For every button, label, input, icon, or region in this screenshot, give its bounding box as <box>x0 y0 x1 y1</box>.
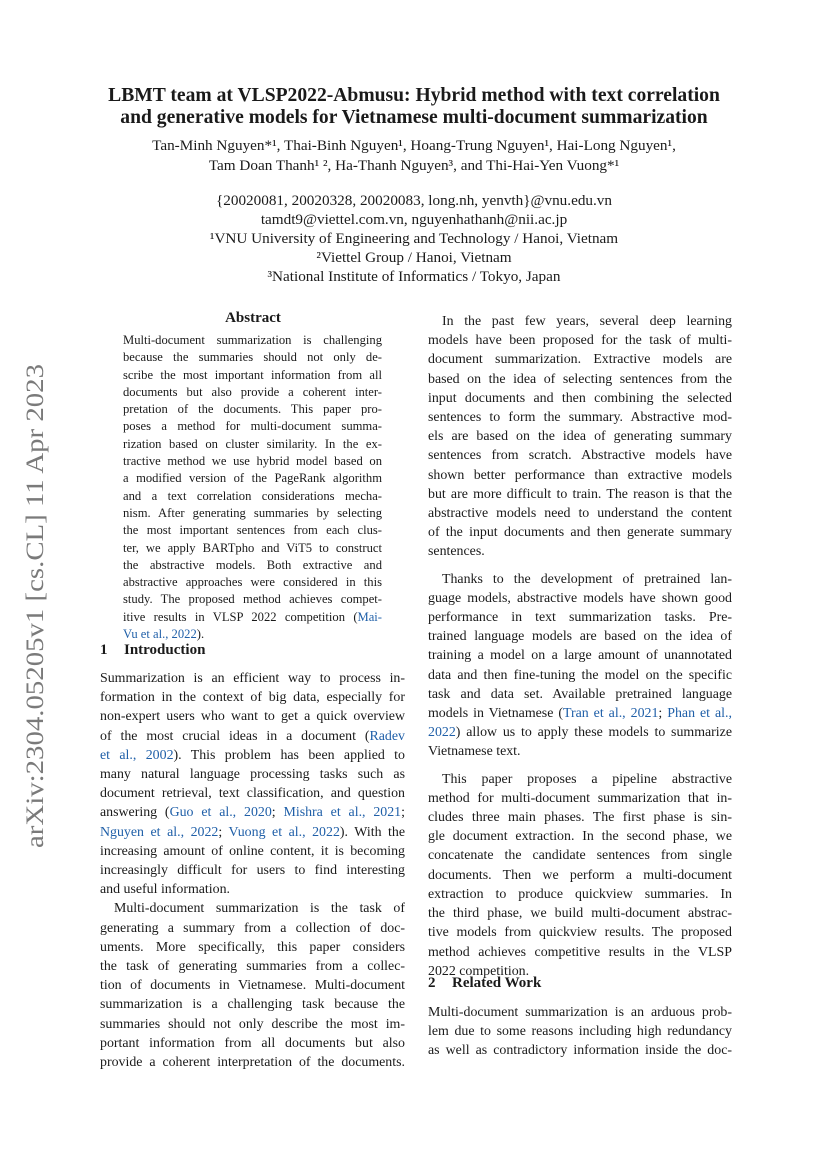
text-line: generating a summary from a collection of doc- <box>100 920 405 936</box>
section-heading-introduction <box>100 642 205 659</box>
text-line: sentences to form the summary. Abstractive mod- <box>428 410 732 426</box>
arxiv-stamp <box>19 362 49 850</box>
text-line: the abstractive models. Both extractive and <box>123 557 382 572</box>
text-line: uments. More specifically, this paper considers <box>100 939 405 955</box>
text-line: extraction to produce quickview summaries. In <box>428 886 732 902</box>
text-line: poses a method for multi-document summa- <box>123 419 382 434</box>
citation-link[interactable]: Vuong et al., 2022 <box>228 824 340 840</box>
text-line: sentences from scratch. Abstractive models have <box>428 448 732 464</box>
text-line: trained language models are based on the idea of <box>428 629 732 645</box>
text-line: document summarization. Extractive models are <box>428 352 732 368</box>
text-line: els are based on the idea of generating summary <box>428 429 732 445</box>
text-line: the most important sentences from each clus- <box>123 523 382 538</box>
text-line: et al., 2002). This problem has been applied to <box>100 747 405 763</box>
text-line: shown better performance than extractive models <box>428 467 732 483</box>
text-line: ter, we apply BARTpho and ViT5 to construct <box>123 540 382 555</box>
title-line-2: and generative models for Vietnamese multi-document summarization <box>120 107 708 128</box>
text-line: of the input documents and then generate summary <box>428 525 732 541</box>
text-line: scribe the most important information from all <box>123 367 382 382</box>
text-line: and a text correlation considerations mecha- <box>123 488 382 503</box>
citation-link[interactable]: et al., 2002 <box>100 747 174 763</box>
text-line: data and then fine-tuning the model on the specific <box>428 667 732 683</box>
text-line: itive results in VLSP 2022 competition (Mai- <box>123 609 382 624</box>
text-line: input documents and then combining the selected <box>428 390 732 406</box>
text-line: increasingly difficult for users to find interesting <box>100 863 405 879</box>
text-line: models have been proposed for the task of multi- <box>428 333 732 349</box>
paper-title <box>0 85 828 129</box>
text-line: study. The proposed method achieves compet- <box>123 592 382 607</box>
citation-link[interactable]: Tran et al., 2021 <box>562 706 659 722</box>
section-number: 1 <box>100 642 108 658</box>
text-line: because the summaries should not only de- <box>123 350 382 365</box>
text-line: abstractive approaches were considered in this <box>123 575 382 590</box>
text-line: This paper proposes a pipeline abstractive <box>442 771 732 787</box>
affiliation-1: ¹VNU University of Engineering and Technology / Hanoi, Vietnam <box>209 230 619 247</box>
citation-link[interactable]: Guo et al., 2020 <box>169 805 272 821</box>
text-line: and useful information. <box>100 882 231 898</box>
text-line: answering (Guo et al., 2020; Mishra et al., 2021; <box>100 805 405 821</box>
text-line: guage models, abstractive models have shown good <box>428 590 732 606</box>
introduction-body <box>100 669 405 1072</box>
text-line: task and data set. Available pretrained language <box>428 686 732 702</box>
text-line: Summarization is an efficient way to process in- <box>100 671 405 686</box>
text-line: cludes three main phases. The first phase is sin- <box>428 810 732 826</box>
text-line: In the past few years, several deep learning <box>442 314 732 329</box>
text-line: gle document extraction. In the second phase, we <box>428 829 732 845</box>
paragraph-gap <box>428 762 732 770</box>
related-work-body <box>428 1003 732 1061</box>
title-line-1: LBMT team at VLSP2022-Abmusu: Hybrid method with text correlation <box>108 85 720 106</box>
text-line: summarization is a challenging task because the <box>100 997 405 1013</box>
email-line-2: tamdt9@viettel.com.vn, nguyenhathanh@nii.ac.jp <box>260 211 568 228</box>
text-line: tractive method we use hybrid model based on <box>123 454 382 469</box>
paragraph-gap <box>428 562 732 570</box>
text-line: summaries should not only describe the most im- <box>100 1016 405 1032</box>
text-line: concatenate the candidate sentences from single <box>428 848 732 864</box>
text-line: Multi-document summarization is the task of <box>114 901 405 917</box>
text-line: rization based on cluster similarity. In the ex- <box>123 436 382 451</box>
text-line: models in Vietnamese (Tran et al., 2021; Phan et al., <box>428 706 732 722</box>
text-line: performance in text summarization tasks. Pre- <box>428 610 732 626</box>
text-line: the task of generating summaries from a collec- <box>100 959 405 975</box>
text-line: tive models from quickview results. The proposed <box>428 925 732 941</box>
section-heading-related-work <box>428 975 541 992</box>
citation-link[interactable]: Phan et al., <box>667 706 732 722</box>
arxiv-stamp-text: arXiv:2304.05205v1 [cs.CL] 11 Apr 2023 <box>22 428 49 848</box>
text-line: document retrieval, text classification, and question <box>100 786 405 802</box>
text-line: based on the idea of selecting sentences from the <box>428 371 732 387</box>
text-line: increasing amount of online content, it is becoming <box>100 843 405 859</box>
text-line: many natural language processing tasks such as <box>100 767 405 783</box>
section-title: Related Work <box>452 975 542 991</box>
text-line: pretation of the documents. This paper pro- <box>123 402 382 417</box>
abstract-body <box>123 332 382 643</box>
section-number: 2 <box>428 975 436 991</box>
author-list <box>0 136 828 176</box>
text-line: lem due to some reasons including high redundancy <box>428 1024 732 1040</box>
right-column-body <box>428 312 732 981</box>
text-line: abstractive models need to understand the content <box>428 506 732 522</box>
text-line: provide a coherent interpretation of the documents. <box>100 1055 405 1071</box>
text-line: 2022) allow us to apply these models to summarize <box>428 725 732 741</box>
text-line: the third phase, we build multi-document abstrac- <box>428 906 732 922</box>
text-line: Thanks to the development of pretrained lan- <box>442 571 732 587</box>
text-line: method achieves competitive results in the VLSP <box>428 944 732 960</box>
text-line: Nguyen et al., 2022; Vuong et al., 2022). With the <box>100 824 406 840</box>
citation-link[interactable]: 2022 <box>428 725 456 741</box>
text-line: Vietnamese text. <box>428 744 521 760</box>
text-line: portant information from all documents but also <box>100 1035 405 1051</box>
text-line: nism. After generating summaries by selecting <box>123 505 382 520</box>
text-line: a modified version of the PageRank algorithm <box>123 471 382 486</box>
text-line: non-expert users who want to get a quick overview <box>100 709 405 725</box>
text-line: documents but also provide a coherent inter- <box>123 384 382 399</box>
abstract-heading: Abstract <box>225 310 281 326</box>
text-line: as well as contradictory information inside the doc- <box>428 1043 732 1059</box>
text-line: method for multi-document summarization that in- <box>428 790 732 806</box>
email-line-1: {20020081, 20020328, 20020083, long.nh, yenvth}@vnu.edu.vn <box>215 192 612 209</box>
citation-link[interactable]: Nguyen et al., 2022 <box>100 824 219 840</box>
authors-line-1: Tan-Minh Nguyen*¹, Thai-Binh Nguyen¹, Hoang-Trung Nguyen¹, Hai-Long Nguyen¹, <box>152 137 676 154</box>
section-title: Introduction <box>124 642 206 658</box>
authors-line-2: Tam Doan Thanh¹ ², Ha-Thanh Nguyen³, and Thi-Hai-Yen Vuong*¹ <box>208 157 620 174</box>
affiliation-2: ²Viettel Group / Hanoi, Vietnam <box>316 249 512 266</box>
affiliations <box>0 191 828 286</box>
text-line: 2022 competition. <box>428 963 530 979</box>
citation-link[interactable]: Mai- <box>357 609 382 624</box>
citation-link[interactable]: Vu et al., 2022 <box>123 627 197 642</box>
text-line: but are more difficult to train. The reason is that the <box>428 486 732 502</box>
text-line: of the most crucial ideas in a document (Radev <box>100 728 405 744</box>
text-line: tion of documents in Vietnamese. Multi-document <box>100 978 405 994</box>
text-line: documents. Then we perform a multi-document <box>428 867 732 883</box>
text-line: Vu et al., 2022). <box>123 627 205 642</box>
text-line: Multi-document summarization is an arduous prob- <box>428 1005 732 1020</box>
text-line: sentences. <box>428 544 485 560</box>
citation-link[interactable]: Radev <box>369 728 405 744</box>
text-line: Multi-document summarization is challenging <box>123 333 382 347</box>
citation-link[interactable]: Mishra et al., 2021 <box>283 805 402 821</box>
affiliation-3: ³National Institute of Informatics / Tokyo, Japan <box>267 268 561 285</box>
text-line: training a model on a large amount of unannotated <box>428 648 732 664</box>
text-line: formation in the context of big data, especially for <box>100 690 405 706</box>
